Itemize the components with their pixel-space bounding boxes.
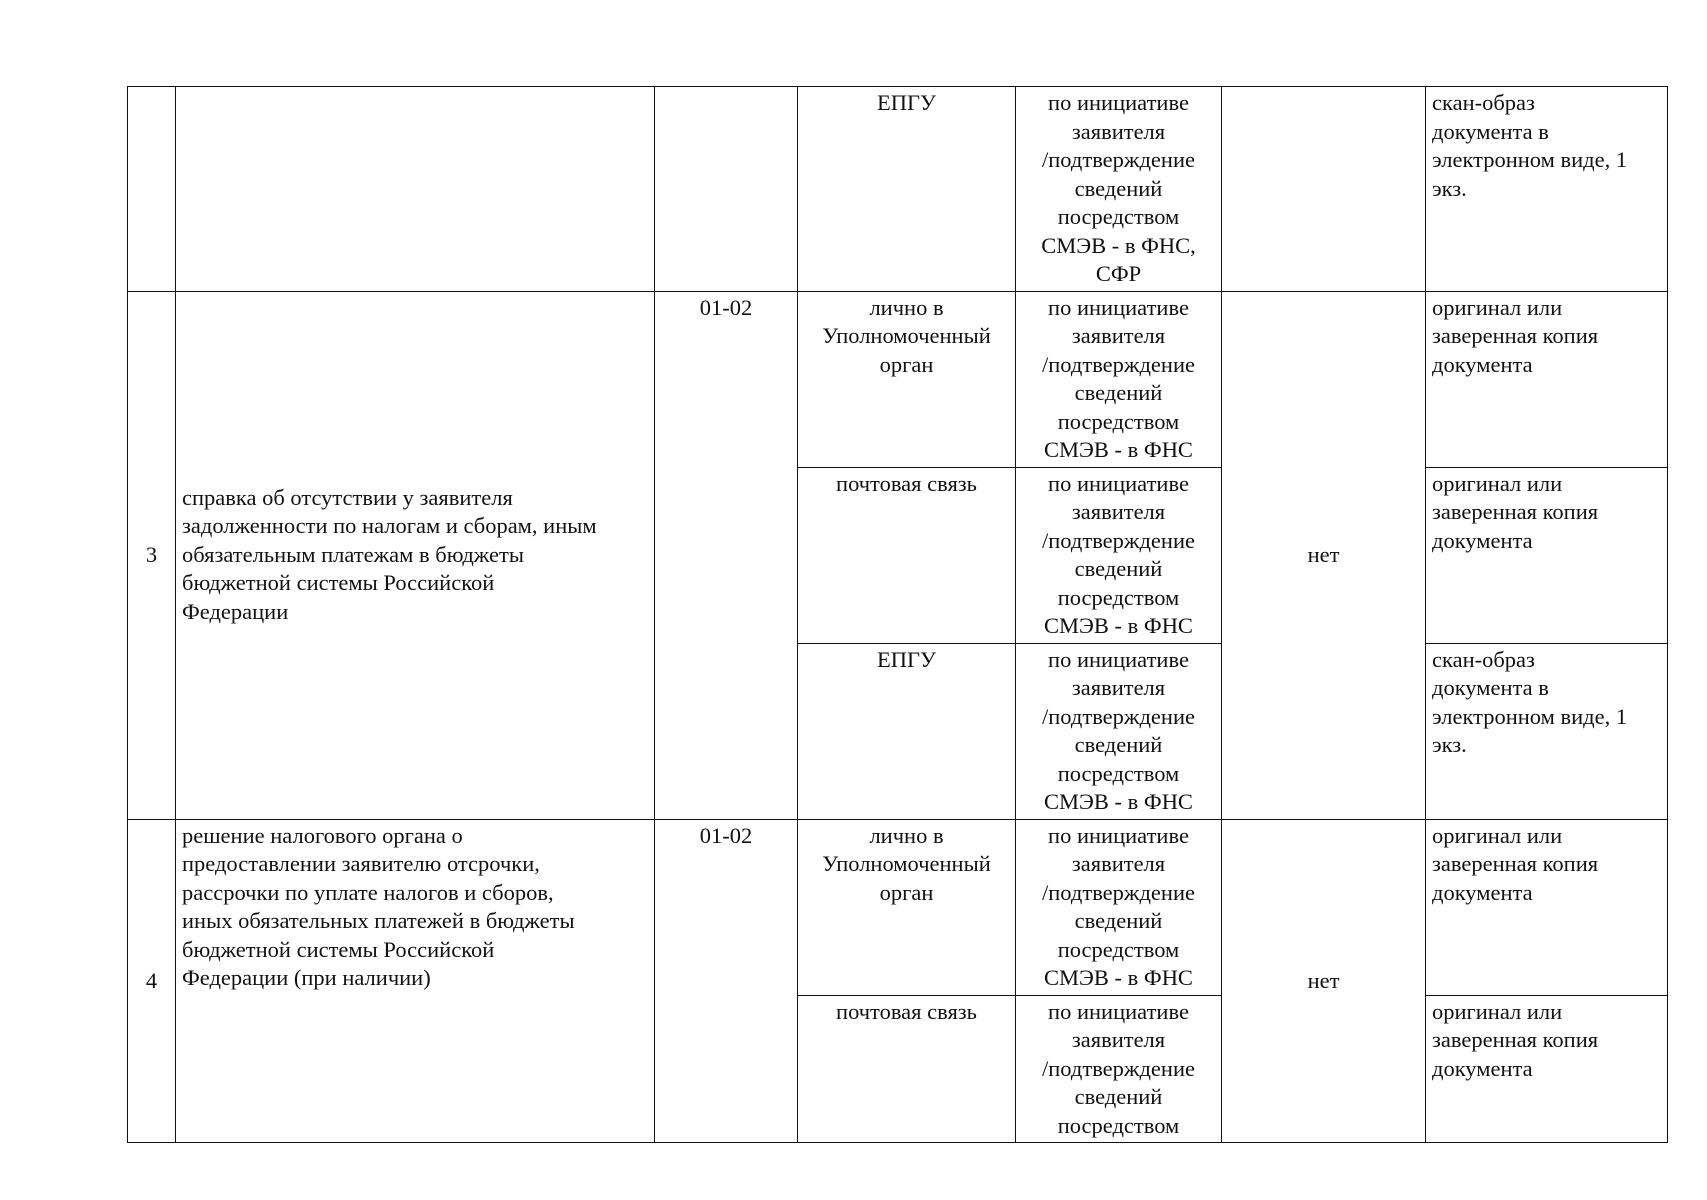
code-cell xyxy=(655,87,798,292)
request-cell: по инициативе заявителя /подтверждение сведений посредством СМЭВ - в ФНС xyxy=(1016,819,1222,995)
form-cell: оригинал или заверенная копия документа xyxy=(1426,819,1668,995)
form-cell: скан-образ документа в электронном виде, 1 экз. xyxy=(1426,87,1668,292)
fee-cell: нет xyxy=(1222,291,1426,819)
channel-cell: ЕПГУ xyxy=(798,643,1016,819)
request-cell: по инициативе заявителя /подтверждение сведений посредством СМЭВ - в ФНС xyxy=(1016,643,1222,819)
number-cell xyxy=(128,87,176,292)
form-cell: оригинал или заверенная копия документа xyxy=(1426,995,1668,1143)
request-cell: по инициативе заявителя /подтверждение сведений посредством СМЭВ - в ФНС xyxy=(1016,291,1222,467)
form-cell: оригинал или заверенная копия документа xyxy=(1426,291,1668,467)
documents-table xyxy=(127,86,1668,1143)
form-cell: оригинал или заверенная копия документа xyxy=(1426,467,1668,643)
name-cell: справка об отсутствии у заявителя задолженности по налогам и сборам, иным обязательным платежам в бюджеты бюджетной системы Российской Федерации xyxy=(176,291,655,819)
table-row xyxy=(128,819,1668,995)
name-cell: решение налогового органа о предоставлении заявителю отсрочки, рассрочки по уплате налогов и сборов, иных обязательных платежей в бюджеты бюджетной системы Российской Федерации (при наличии) xyxy=(176,819,655,1143)
name-cell xyxy=(176,87,655,292)
request-cell: по инициативе заявителя /подтверждение сведений посредством СМЭВ - в ФНС, СФР xyxy=(1016,87,1222,292)
table-row xyxy=(128,87,1668,292)
channel-cell: почтовая связь xyxy=(798,467,1016,643)
number-cell: 3 xyxy=(128,291,176,819)
channel-cell: лично в Уполномоченный орган xyxy=(798,819,1016,995)
request-cell: по инициативе заявителя /подтверждение сведений посредством СМЭВ - в ФНС xyxy=(1016,467,1222,643)
table-row xyxy=(128,291,1668,467)
request-cell: по инициативе заявителя /подтверждение сведений посредством xyxy=(1016,995,1222,1143)
code-cell: 01-02 xyxy=(655,819,798,1143)
fee-cell xyxy=(1222,87,1426,292)
channel-cell: ЕПГУ xyxy=(798,87,1016,292)
channel-cell: лично в Уполномоченный орган xyxy=(798,291,1016,467)
code-cell: 01-02 xyxy=(655,291,798,819)
channel-cell: почтовая связь xyxy=(798,995,1016,1143)
number-cell: 4 xyxy=(128,819,176,1143)
fee-cell: нет xyxy=(1222,819,1426,1143)
form-cell: скан-образ документа в электронном виде, 1 экз. xyxy=(1426,643,1668,819)
